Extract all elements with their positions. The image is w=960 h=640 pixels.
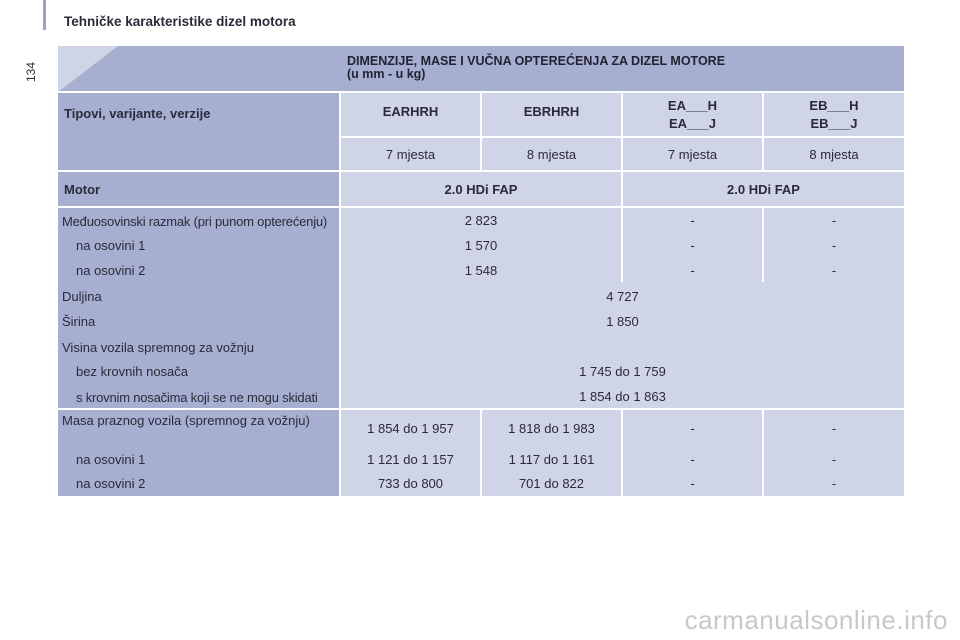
version-ebrhrh — [482, 104, 621, 120]
version-ea — [623, 97, 762, 133]
mass-axle1-label: na osovini 1 — [76, 452, 146, 467]
mass-axle2-ea: - — [690, 476, 695, 491]
axle2-value: 1 548 — [464, 263, 498, 278]
version-code: EB___H — [809, 98, 859, 113]
side-accent-bar — [43, 0, 46, 30]
motor-b: 2.0 HDi FAP — [727, 182, 800, 197]
version-code: EARHRH — [382, 104, 439, 119]
width-value: 1 850 — [606, 314, 639, 329]
version-code: EBRHRH — [523, 104, 580, 119]
mass-label: Masa praznog vozila (spremnog za vožnju) — [62, 413, 310, 428]
axle1-ea: - — [690, 238, 695, 253]
types-label: Tipovi, varijante, verzije — [64, 106, 211, 121]
with-rack-value: 1 854 do 1 863 — [579, 389, 666, 404]
wheelbase-value: 2 823 — [464, 213, 498, 228]
axle2-label: na osovini 2 — [76, 263, 146, 278]
table-title-line2: (u mm - u kg) — [347, 67, 426, 81]
no-rack-label: bez krovnih nosača — [76, 364, 189, 379]
version-eb — [764, 97, 904, 133]
seats-earhrh: 7 mjesta — [385, 147, 436, 162]
mass-axle1-earhrh: 1 121 do 1 157 — [367, 452, 454, 467]
seats-ea: 7 mjesta — [667, 147, 718, 162]
seats-ebrhrh: 8 mjesta — [526, 147, 577, 162]
table-title — [347, 55, 725, 81]
table-title-line1: DIMENZIJE, MASE I VUČNA OPTEREĆENJA ZA DIZEL MOTORE — [347, 54, 726, 68]
mass-axle2-ebrhrh: 701 do 822 — [518, 476, 585, 491]
wheelbase-label: Međuosovinski razmak (pri punom opterećenju) — [62, 214, 328, 229]
dimensions-table — [58, 46, 904, 496]
axle1-label: na osovini 1 — [76, 238, 146, 253]
mass-axle1-ebrhrh: 1 117 do 1 161 — [508, 452, 595, 467]
watermark: carmanualsonline.info — [684, 605, 948, 635]
axle2-ea: - — [690, 263, 695, 278]
axle1-eb: - — [831, 238, 837, 253]
version-code: EA___J — [669, 116, 716, 131]
mass-axle1-ea: - — [690, 452, 695, 467]
version-earhrh — [341, 104, 480, 120]
wheelbase-ea: - — [690, 213, 695, 228]
length-label: Duljina — [62, 289, 102, 304]
axle2-eb: - — [831, 263, 837, 278]
width-label: Širina — [62, 314, 96, 329]
axle1-value: 1 570 — [464, 238, 498, 253]
version-code: EB___J — [810, 116, 858, 131]
version-code: EA___H — [667, 98, 718, 113]
mass-axle2-earhrh: 733 do 800 — [377, 476, 444, 491]
mass-axle2-label: na osovini 2 — [76, 476, 146, 491]
mass-eb: - — [831, 421, 837, 436]
mass-earhrh: 1 854 do 1 957 — [367, 421, 454, 436]
motor-a: 2.0 HDi FAP — [444, 182, 518, 197]
wheelbase-eb: - — [831, 213, 837, 228]
page-number: 134 — [24, 61, 38, 83]
mass-ebrhrh: 1 818 do 1 983 — [508, 421, 595, 436]
no-rack-value: 1 745 do 1 759 — [579, 364, 666, 379]
seats-eb: 8 mjesta — [809, 147, 859, 162]
mass-ea: - — [690, 421, 695, 436]
with-rack-label: s krovnim nosačima koji se ne mogu skidati — [76, 390, 318, 405]
mass-axle2-eb: - — [831, 476, 837, 491]
motor-label: Motor — [64, 182, 101, 197]
length-value: 4 727 — [606, 289, 639, 304]
mass-axle1-eb: - — [831, 452, 837, 467]
height-label: Visina vozila spremnog za vožnju — [62, 340, 254, 355]
section-title: Tehničke karakteristike dizel motora — [64, 14, 296, 29]
